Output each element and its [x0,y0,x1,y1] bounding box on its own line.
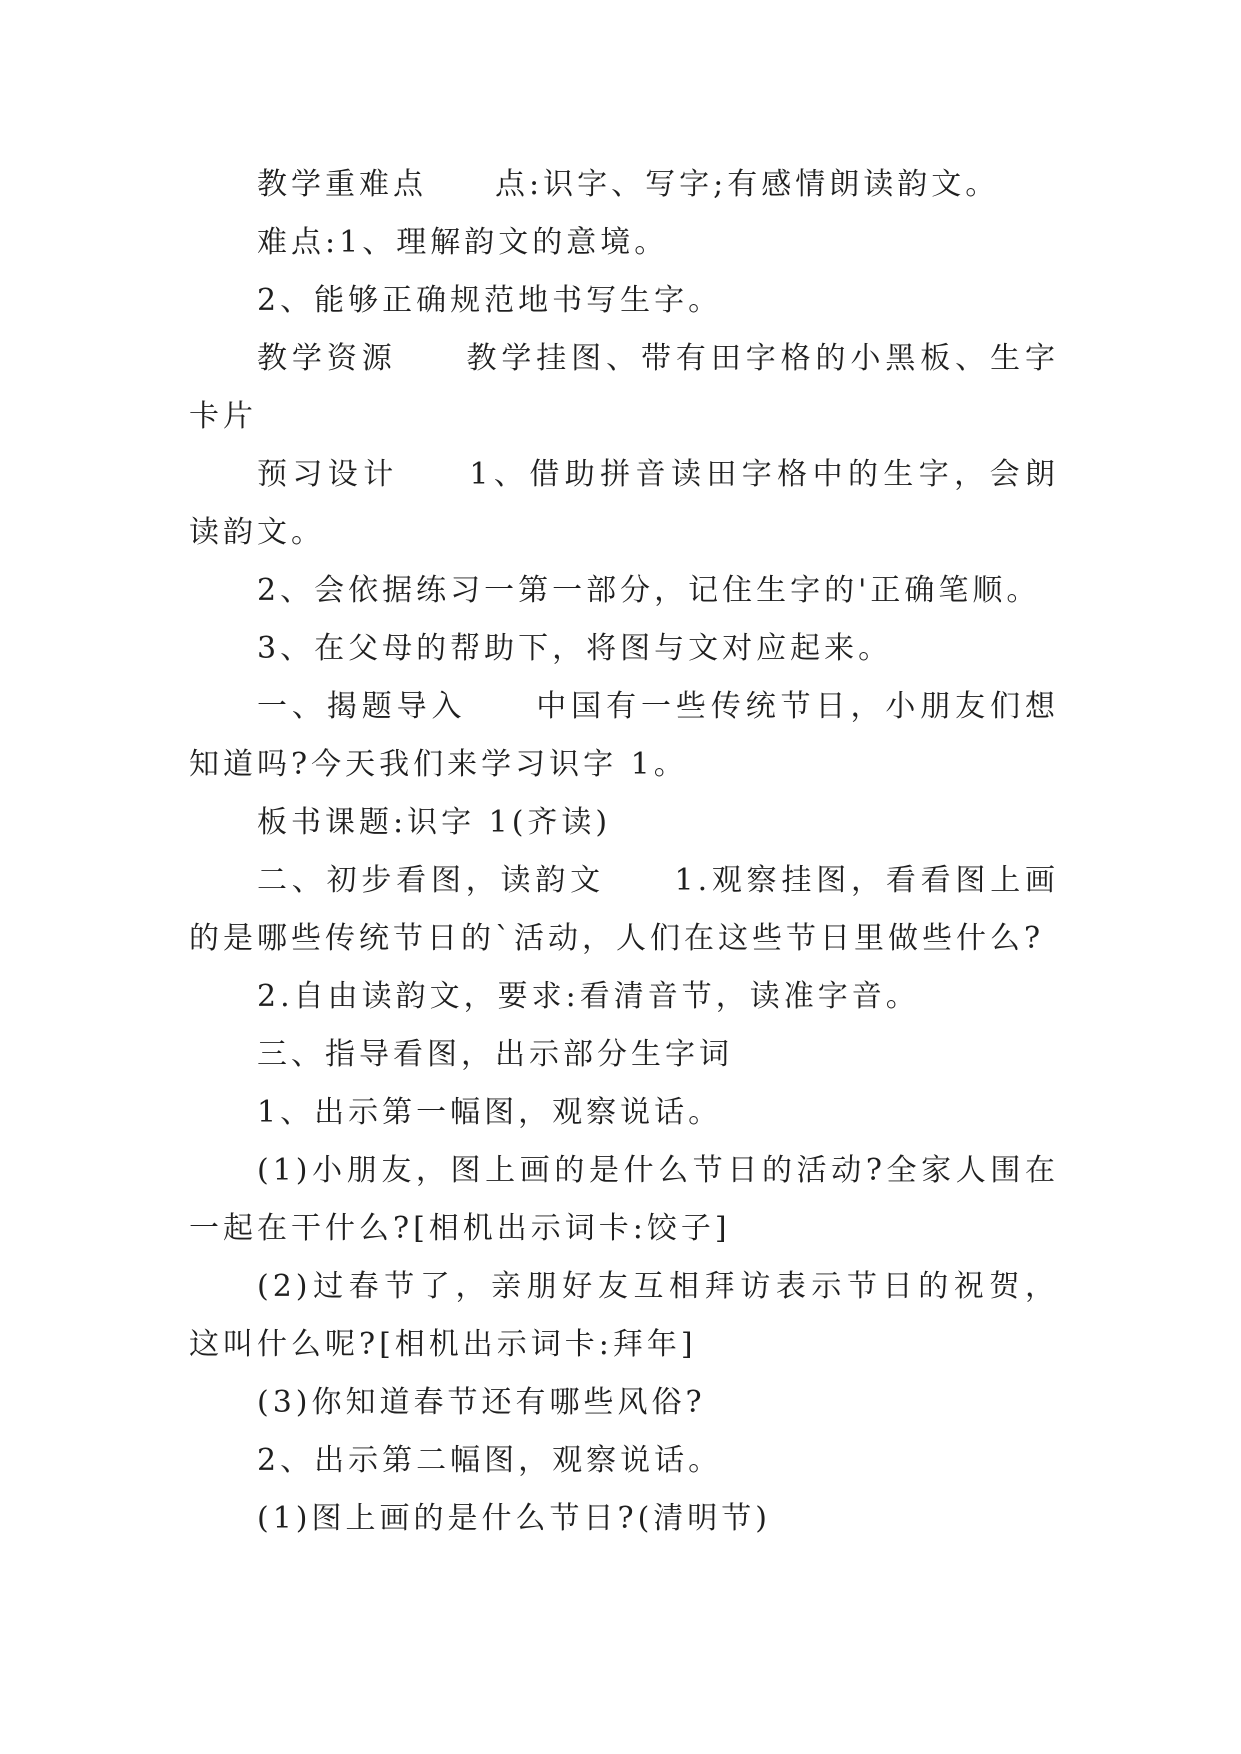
paragraph-difficulty-2: 2、能够正确规范地书写生字。 [257,283,723,318]
paragraph-picture-2-q1: (1)图上画的是什么节日?(清明节) [257,1501,771,1536]
paragraph-teaching-resources: 教学资源 教学挂图、带有田字格的小黑板、生字卡片 [189,341,1059,434]
paragraph-step-3: 三、指导看图，出示部分生字词 [257,1037,733,1072]
paragraph-step-2: 二、初步看图，读韵文 1.观察挂图，看看图上画的是哪些传统节日的`活动，人们在这些节日里做些什么? [189,863,1059,956]
paragraph-preview-2: 2、会依据练习一第一部分，记住生字的'正确笔顺。 [257,573,1041,608]
paragraph-preview-3: 3、在父母的帮助下，将图与文对应起来。 [257,631,893,666]
paragraph-picture-1: 1、出示第一幅图，观察说话。 [257,1095,723,1130]
paragraph-picture-1-q2: (2)过春节了，亲朋好友互相拜访表示节日的祝贺，这叫什么呢?[相机出示词卡:拜年] [189,1269,1059,1362]
document-body [189,156,1059,1548]
paragraph-picture-1-q3: (3)你知道春节还有哪些风俗? [257,1385,706,1420]
paragraph-preview-design: 预习设计 1、借助拼音读田字格中的生字，会朗读韵文。 [189,457,1059,550]
paragraph-picture-1-q1: (1)小朋友，图上画的是什么节日的活动?全家人围在一起在干什么?[相机出示词卡:饺子] [189,1153,1059,1246]
paragraph-teaching-focus: 教学重难点 点:识字、写字;有感情朗读韵文。 [257,167,1000,202]
paragraph-step-2-reading: 2.自由读韵文，要求:看清音节，读准字音。 [257,979,920,1014]
paragraph-picture-2: 2、出示第二幅图，观察说话。 [257,1443,723,1478]
paragraph-step-1: 一、揭题导入 中国有一些传统节日，小朋友们想知道吗?今天我们来学习识字 1。 [189,689,1059,782]
paragraph-board-title: 板书课题:识字 1(齐读) [257,805,612,840]
paragraph-difficulty-1: 难点:1、理解韵文的意境。 [257,225,669,260]
